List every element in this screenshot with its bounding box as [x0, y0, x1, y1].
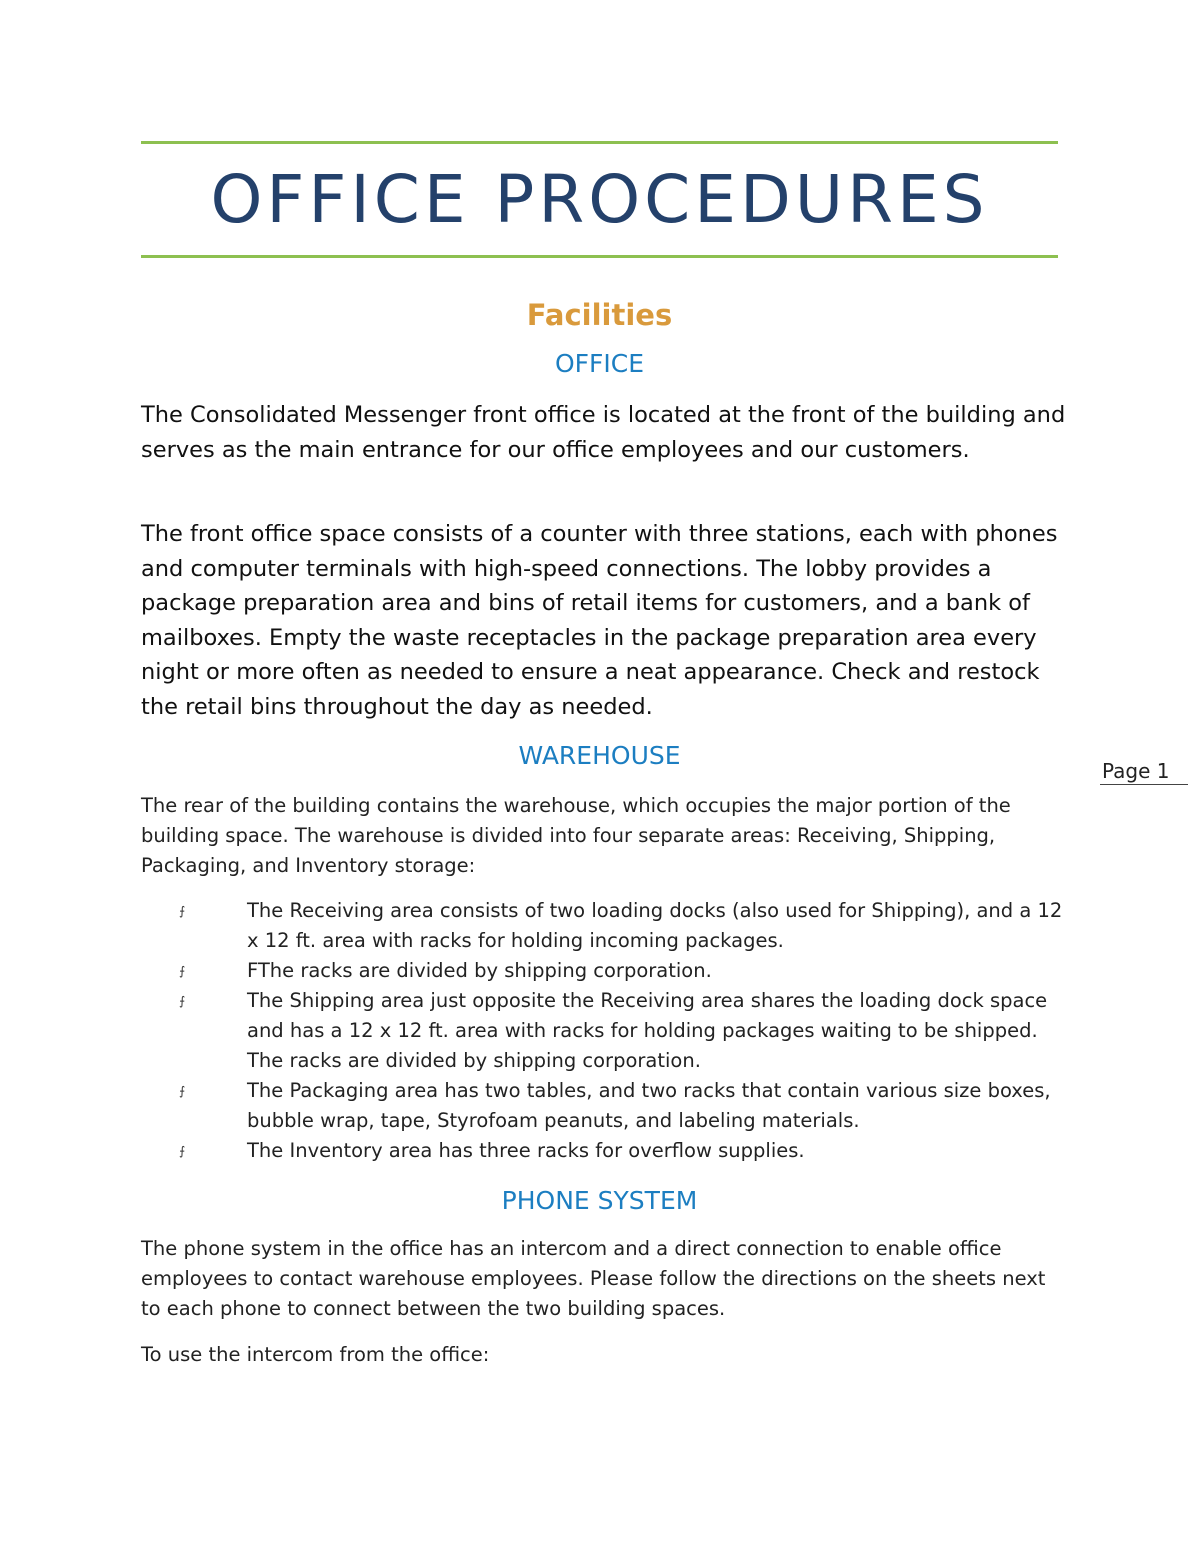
warehouse-intro-paragraph: The rear of the building contains the warehouse, which occupies the major portion of the building space. The warehouse is divided into four separate areas: Receiving, Shipping, Packaging, and Inventory storage: [141, 794, 1011, 877]
bullet-glyph-icon: ⨍ [179, 964, 186, 978]
heading-warehouse: WAREHOUSE [518, 741, 681, 770]
warehouse-bullet-list [141, 896, 1066, 1166]
title-top-rule [141, 141, 1058, 144]
list-item [141, 986, 1066, 1076]
bullet-glyph-icon: ⨍ [179, 904, 186, 918]
list-item-text: The Receiving area consists of two loading docks (also used for Shipping), and a 12 x 12 ft. area with racks for holding incoming packages. [247, 899, 1063, 952]
bullet-glyph-icon: ⨍ [179, 1144, 186, 1158]
list-item [141, 896, 1066, 956]
list-item-text: The Packaging area has two tables, and two racks that contain various size boxes, bubble wrap, tape, Styrofoam peanuts, and labeling materials. [247, 1079, 1051, 1132]
document-title: OFFICE PROCEDURES [210, 161, 989, 238]
office-paragraph-2: The front office space consists of a counter with three stations, each with phones and computer terminals with high-speed connections. The lobby provides a package preparation area and bins of retail items for customers, and a bank of mailboxes. Empty the waste receptacles in the package preparation area every night or more often as needed to ensure a neat appearance. Check and restock the retail bins throughout the day as needed. [141, 521, 1058, 720]
list-item [141, 1136, 1066, 1166]
page-number: Page 1 [1100, 758, 1188, 785]
list-item [141, 1076, 1066, 1136]
phone-paragraph-1: The phone system in the office has an intercom and a direct connection to enable office employees to contact warehouse employees. Please follow the directions on the sheets next to each phone to connect between the two building spaces. [141, 1237, 1046, 1320]
bullet-glyph-icon: ⨍ [179, 1084, 186, 1098]
heading-phone-system: PHONE SYSTEM [501, 1186, 698, 1215]
list-item-text: FThe racks are divided by shipping corporation. [247, 959, 712, 982]
title-bottom-rule [141, 255, 1058, 258]
phone-paragraph-2: To use the intercom from the office: [141, 1343, 490, 1366]
list-item-text: The Shipping area just opposite the Receiving area shares the loading dock space and has a 12 x 12 ft. area with racks for holding packages waiting to be shipped. The racks are divided by shipping corporation. [247, 989, 1048, 1072]
office-paragraph-1: The Consolidated Messenger front office is located at the front of the building and serves as the main entrance for our office employees and our customers. [141, 402, 1066, 463]
section-heading-facilities: Facilities [526, 298, 673, 332]
list-item-text: The Inventory area has three racks for overflow supplies. [247, 1139, 805, 1162]
list-item [141, 956, 1066, 986]
heading-office: OFFICE [554, 349, 645, 378]
bullet-glyph-icon: ⨍ [179, 994, 186, 1008]
